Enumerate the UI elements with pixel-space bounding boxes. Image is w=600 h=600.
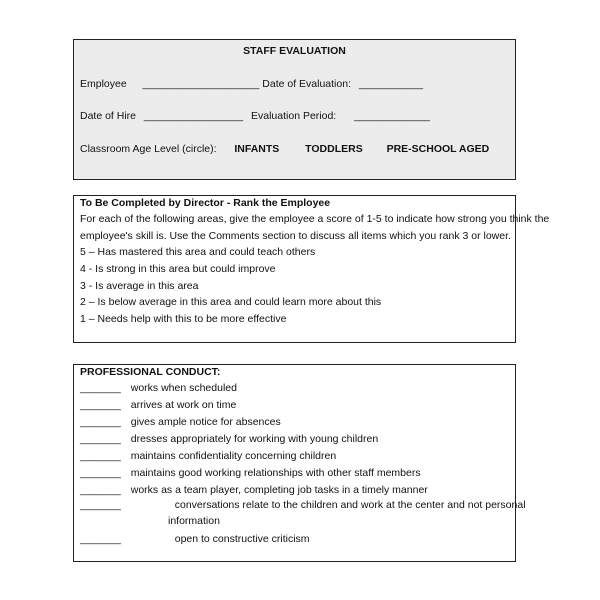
- conduct-item: [80, 416, 281, 429]
- employee-row: [80, 78, 423, 91]
- conduct-item: [80, 467, 421, 480]
- classroom-age-level-row: [80, 143, 489, 156]
- scale-item-5: 5 – Has mastered this area and could teach others: [80, 246, 316, 258]
- score-blank[interactable]: _______: [80, 433, 121, 445]
- conduct-item-text: dresses appropriately for working with young children: [130, 433, 379, 445]
- conduct-item-text: maintains confidentiality concerning children: [130, 450, 337, 462]
- score-blank[interactable]: _______: [80, 499, 121, 511]
- conduct-item-text: maintains good working relationships with other staff members: [130, 467, 421, 479]
- professional-conduct-section: [73, 364, 526, 562]
- date-of-hire-label: Date of Hire: [80, 110, 137, 122]
- conduct-item-text: open to constructive criticism: [174, 533, 310, 545]
- evaluation-period-field-blank[interactable]: _____________: [354, 110, 430, 122]
- conduct-item: [80, 399, 236, 412]
- instructions-line-2: employee's skill is. Use the Comments section to discuss all items which you rank 3 or lower.: [80, 230, 511, 242]
- conduct-item: [80, 382, 237, 395]
- conduct-item-text: works as a team player, completing job tasks in a timely manner: [130, 484, 428, 496]
- date-of-hire-row: [80, 110, 430, 123]
- form-title: STAFF EVALUATION: [243, 45, 346, 57]
- director-section-heading: To Be Completed by Director - Rank the Employee: [80, 197, 331, 209]
- scale-item-4: 4 - Is strong in this area but could improve: [80, 263, 276, 275]
- score-blank[interactable]: _______: [80, 533, 121, 545]
- score-blank[interactable]: _______: [80, 450, 121, 462]
- date-of-evaluation-label: Date of Evaluation:: [262, 78, 351, 90]
- conduct-item: [80, 450, 336, 463]
- scale-item-1: 1 – Needs help with this to be more effective: [80, 313, 287, 325]
- conduct-item-continuation: information: [168, 515, 220, 527]
- professional-conduct-heading: PROFESSIONAL CONDUCT:: [80, 366, 221, 378]
- conduct-item-indented: [80, 499, 526, 512]
- score-blank[interactable]: _______: [80, 399, 121, 411]
- scale-item-3: 3 - Is average in this area: [80, 280, 199, 292]
- director-ranking-section: [73, 195, 550, 343]
- employee-field-blank[interactable]: ____________________: [142, 78, 260, 90]
- option-preschool-aged[interactable]: PRE-SCHOOL AGED: [386, 143, 490, 155]
- conduct-item-text: arrives at work on time: [130, 399, 237, 411]
- conduct-item-text: conversations relate to the children and work at the center and not personal: [174, 499, 526, 511]
- instructions-line-1: For each of the following areas, give the employee a score of 1-5 to indicate how strong you think the: [80, 213, 550, 225]
- date-of-evaluation-field-blank[interactable]: ___________: [358, 78, 424, 90]
- score-blank[interactable]: _______: [80, 382, 121, 394]
- option-toddlers[interactable]: TODDLERS: [305, 143, 363, 155]
- scale-item-2: 2 – Is below average in this area and could learn more about this: [80, 296, 382, 308]
- option-infants[interactable]: INFANTS: [234, 143, 280, 155]
- score-blank[interactable]: _______: [80, 467, 121, 479]
- evaluation-period-label: Evaluation Period:: [251, 110, 337, 122]
- date-of-hire-field-blank[interactable]: _________________: [143, 110, 244, 122]
- classroom-age-level-label: Classroom Age Level (circle):: [80, 143, 217, 155]
- conduct-item: [80, 484, 428, 497]
- conduct-item: [80, 433, 378, 446]
- score-blank[interactable]: _______: [80, 484, 121, 496]
- score-blank[interactable]: _______: [80, 416, 121, 428]
- conduct-item-text: gives ample notice for absences: [130, 416, 281, 428]
- employee-label: Employee: [80, 78, 127, 90]
- conduct-item-indented: [80, 533, 310, 546]
- conduct-item-text: works when scheduled: [130, 382, 237, 394]
- staff-evaluation-header-section: [73, 39, 516, 180]
